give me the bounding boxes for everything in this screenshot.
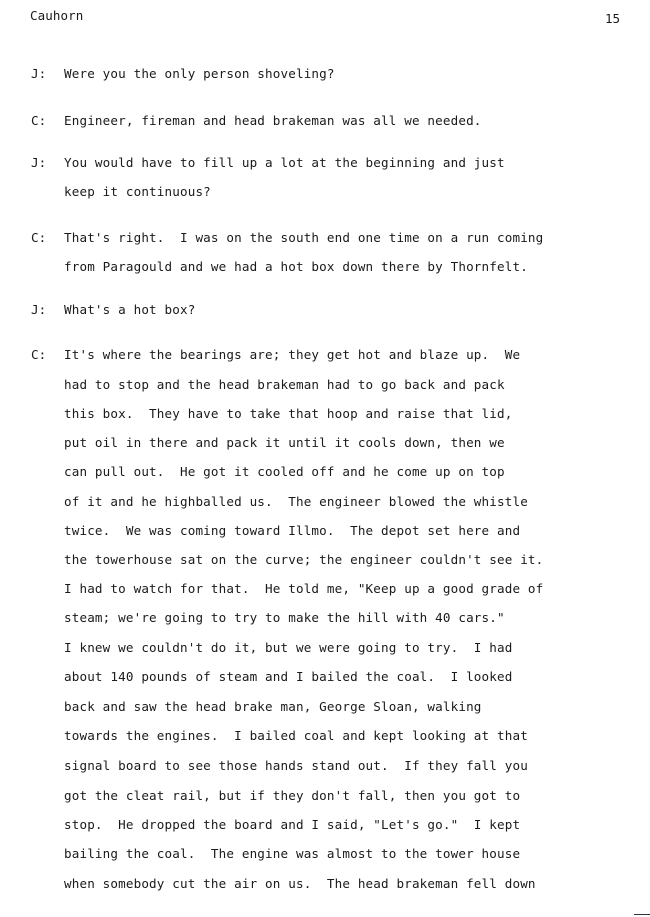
transcript-line: the towerhouse sat on the curve; the engineer couldn't see it.	[64, 552, 544, 567]
transcript-line: can pull out. He got it cooled off and he come up on top	[64, 464, 505, 479]
transcript-line: towards the engines. I bailed coal and kept looking at that	[64, 728, 528, 743]
transcript-line: I had to watch for that. He told me, "Keep up a good grade of	[64, 581, 544, 596]
transcript-line: What's a hot box?	[64, 302, 196, 317]
transcript-line: signal board to see those hands stand out. If they fall you	[64, 758, 528, 773]
page-edge-mark	[634, 914, 650, 915]
speaker-label: C:	[31, 230, 47, 245]
transcript-line: of it and he highballed us. The engineer blowed the whistle	[64, 494, 528, 509]
transcript-line: twice. We was coming toward Illmo. The depot set here and	[64, 523, 521, 538]
transcript-line: steam; we're going to try to make the hill with 40 cars."	[64, 610, 505, 625]
transcript-line: That's right. I was on the south end one time on a run coming	[64, 230, 544, 245]
transcript-line: bailing the coal. The engine was almost to the tower house	[64, 846, 521, 861]
transcript-line: I knew we couldn't do it, but we were going to try. I had	[64, 640, 513, 655]
transcript-line: keep it continuous?	[64, 184, 211, 199]
speaker-label: J:	[31, 66, 47, 81]
transcript-line: Were you the only person shoveling?	[64, 66, 335, 81]
speaker-label: C:	[31, 113, 47, 128]
transcript-line: when somebody cut the air on us. The head brakeman fell down	[64, 876, 536, 891]
speaker-label: J:	[31, 302, 47, 317]
transcript-line: got the cleat rail, but if they don't fall, then you got to	[64, 788, 521, 803]
transcript-line: Engineer, fireman and head brakeman was all we needed.	[64, 113, 482, 128]
transcript-line: had to stop and the head brakeman had to go back and pack	[64, 377, 505, 392]
page-number: 15	[605, 11, 621, 26]
transcript-line: from Paragould and we had a hot box down there by Thornfelt.	[64, 259, 528, 274]
speaker-label: J:	[31, 155, 47, 170]
page-header-name: Cauhorn	[30, 8, 84, 23]
transcript-line: this box. They have to take that hoop and raise that lid,	[64, 406, 513, 421]
transcript-line: about 140 pounds of steam and I bailed the coal. I looked	[64, 669, 513, 684]
transcript-line: You would have to fill up a lot at the beginning and just	[64, 155, 505, 170]
speaker-label: C:	[31, 347, 47, 362]
transcript-line: It's where the bearings are; they get hot and blaze up. We	[64, 347, 521, 362]
transcript-line: back and saw the head brake man, George Sloan, walking	[64, 699, 482, 714]
transcript-line: put oil in there and pack it until it cools down, then we	[64, 435, 505, 450]
transcript-line: stop. He dropped the board and I said, "Let's go." I kept	[64, 817, 521, 832]
